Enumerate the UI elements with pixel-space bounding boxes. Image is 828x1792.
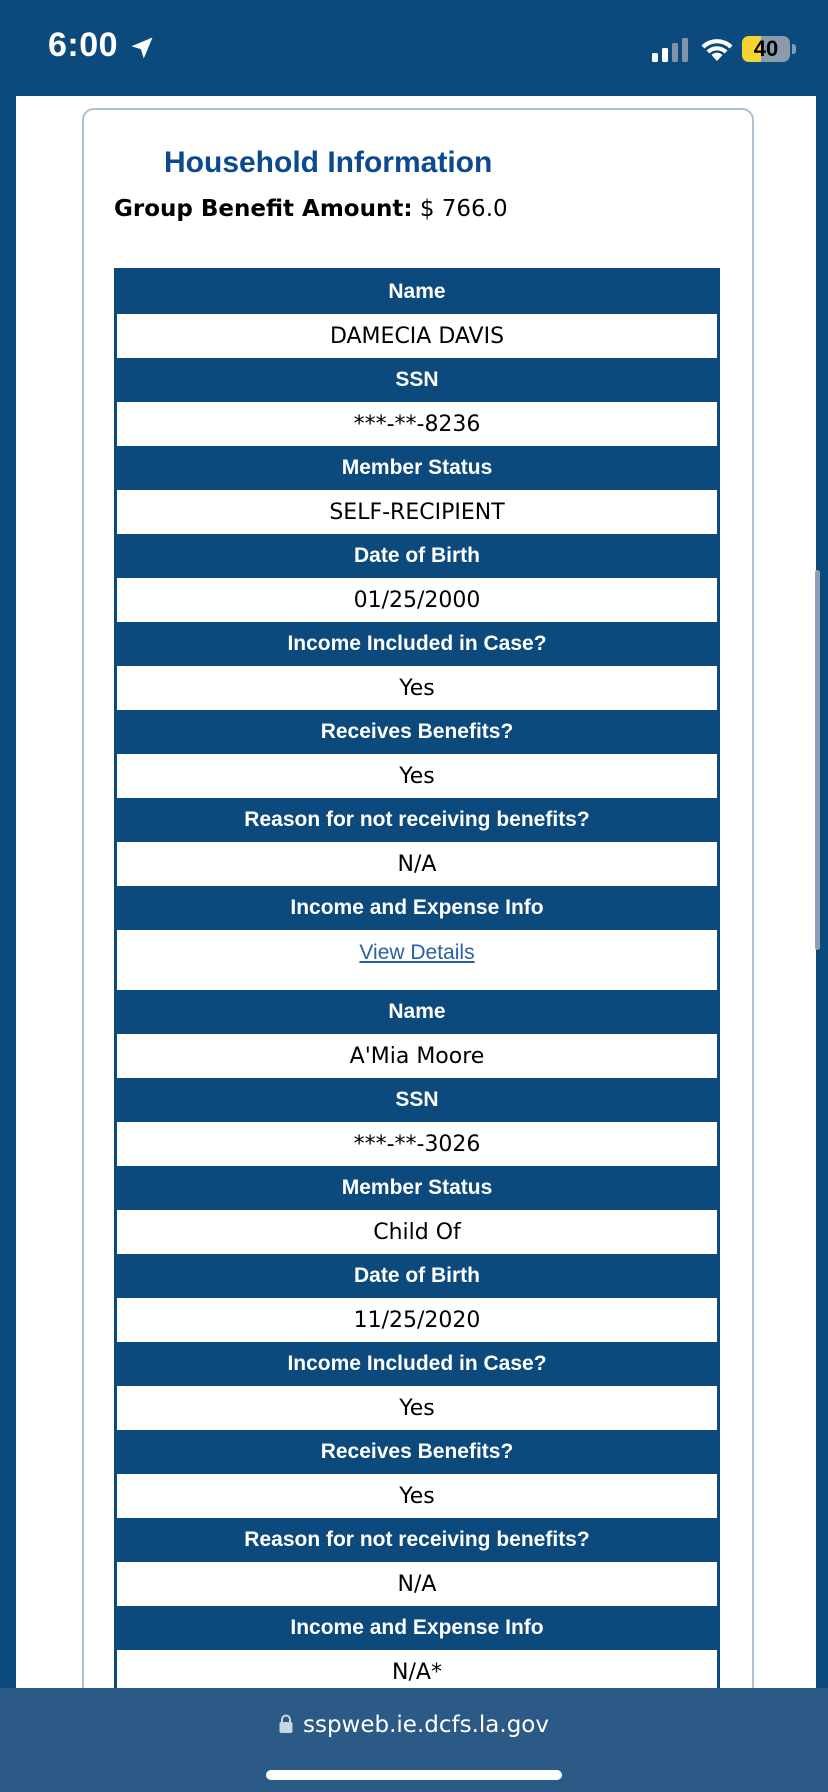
household-card <box>82 108 754 1688</box>
browser-address-bar[interactable] <box>0 1688 828 1792</box>
header-income-included: Income Included in Case? <box>116 622 718 666</box>
value-receives-benefits: Yes <box>116 754 718 798</box>
value-reason-not-receiving: N/A <box>116 842 718 886</box>
household-members-table <box>114 268 720 1688</box>
benefit-label: Group Benefit Amount: <box>114 196 413 222</box>
value-reason-not-receiving: N/A <box>116 1562 718 1606</box>
group-benefit-amount <box>114 196 508 222</box>
url-text: sspweb.ie.dcfs.la.gov <box>302 1712 549 1738</box>
home-indicator[interactable] <box>266 1770 562 1780</box>
value-date-of-birth: 11/25/2020 <box>116 1298 718 1342</box>
value-date-of-birth: 01/25/2000 <box>116 578 718 622</box>
header-ssn: SSN <box>116 1078 718 1122</box>
header-member-status: Member Status <box>116 1166 718 1210</box>
battery-cap <box>792 44 796 54</box>
battery-level: 40 <box>753 36 779 61</box>
view-details-link[interactable]: View Details <box>359 941 475 964</box>
battery-indicator <box>742 36 790 62</box>
value-income-expense-info: N/A* <box>116 1650 718 1688</box>
header-receives-benefits: Receives Benefits? <box>116 710 718 754</box>
value-member-status: Child Of <box>116 1210 718 1254</box>
value-income-expense-info <box>116 930 718 990</box>
lock-icon <box>279 1714 293 1734</box>
web-page <box>16 96 816 1688</box>
header-date-of-birth: Date of Birth <box>116 534 718 578</box>
value-income-included: Yes <box>116 666 718 710</box>
household-title: Household Information <box>164 146 493 179</box>
page-scrollbar[interactable] <box>815 570 820 950</box>
value-income-included: Yes <box>116 1386 718 1430</box>
value-name: DAMECIA DAVIS <box>116 314 718 358</box>
value-receives-benefits: Yes <box>116 1474 718 1518</box>
header-ssn: SSN <box>116 358 718 402</box>
header-reason-not-receiving: Reason for not receiving benefits? <box>116 1518 718 1562</box>
header-receives-benefits: Receives Benefits? <box>116 1430 718 1474</box>
header-income-included: Income Included in Case? <box>116 1342 718 1386</box>
benefit-value: $ 766.0 <box>419 196 508 222</box>
value-ssn: ***-**-8236 <box>116 402 718 446</box>
value-ssn: ***-**-3026 <box>116 1122 718 1166</box>
value-name: A'Mia Moore <box>116 1034 718 1078</box>
header-name: Name <box>116 990 718 1034</box>
url-display[interactable] <box>0 1712 828 1738</box>
status-time: 6:00 <box>48 26 119 64</box>
wifi-icon <box>700 34 734 62</box>
location-arrow-icon <box>128 34 156 62</box>
status-bar <box>0 0 828 96</box>
header-date-of-birth: Date of Birth <box>116 1254 718 1298</box>
cellular-signal-icon <box>652 38 690 62</box>
header-name: Name <box>116 270 718 314</box>
value-member-status: SELF-RECIPIENT <box>116 490 718 534</box>
header-income-expense-info: Income and Expense Info <box>116 1606 718 1650</box>
header-reason-not-receiving: Reason for not receiving benefits? <box>116 798 718 842</box>
header-member-status: Member Status <box>116 446 718 490</box>
header-income-expense-info: Income and Expense Info <box>116 886 718 930</box>
